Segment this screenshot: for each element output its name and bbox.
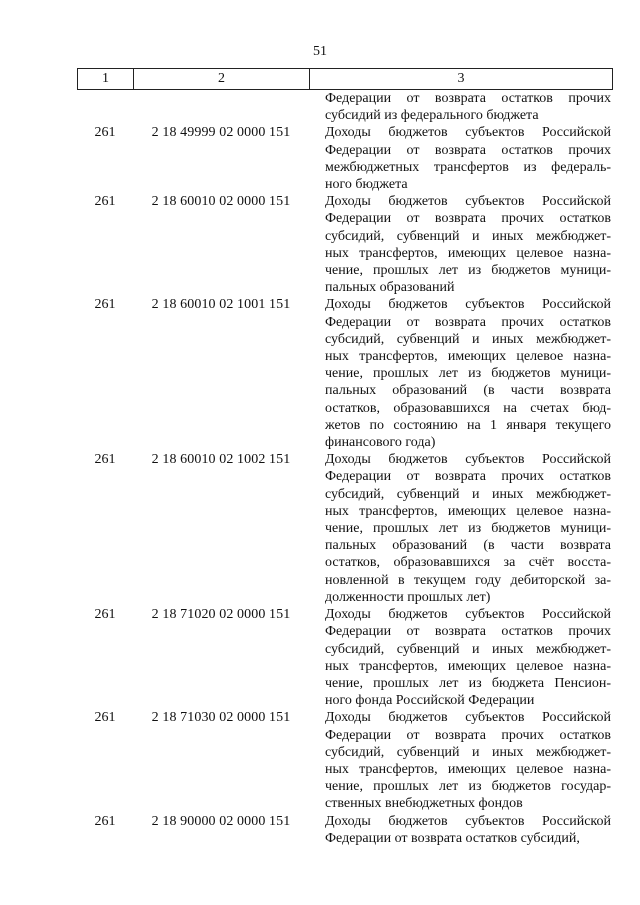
name-cell [325,451,611,606]
table-row [77,296,613,451]
name-line: субсидий, субвенций и иных межбюджет- [325,331,611,347]
name-line: Федерации от возврата прочих остатков [325,211,611,227]
kbk-cell: 2 18 71020 02 0000 151 [151,607,291,623]
kbk-cell: 2 18 49999 02 0000 151 [151,125,291,141]
header-col-1: 1 [77,69,133,89]
name-cell [325,193,611,296]
name-line: Федерации от возврата остатков прочих [325,142,611,158]
name-line: ных трансфертов, имеющих целевое назна- [325,349,611,365]
name-line: финансового года) [325,435,436,451]
name-line: Федерации от возврата прочих остатков [325,727,611,743]
name-line: новленной в текущем году дебиторской за- [325,572,611,588]
name-line: Доходы бюджетов субъектов Российской [325,452,611,468]
name-line: Федерации от возврата остатков прочих [325,624,611,640]
name-line: Доходы бюджетов субъектов Российской [325,813,611,829]
name-line: Доходы бюджетов субъектов Российской [325,710,611,726]
code-cell: 261 [94,452,116,468]
name-line: субсидий, субвенций и иных межбюджет- [325,641,611,657]
table-row [77,813,613,847]
header-col-3: 3 [309,69,613,89]
name-line: жетов по состоянию на 1 января текущего [325,417,611,433]
code-cell: 261 [94,297,116,313]
table-row-continuation [77,90,613,124]
table-row [77,709,613,812]
name-cell [325,709,611,812]
page-number: 51 [313,44,327,59]
name-line: Доходы бюджетов субъектов Российской [325,607,611,623]
name-cell [325,124,611,193]
name-line: чение, прошлых лет из бюджетов муници- [325,366,611,382]
table-row [77,451,613,606]
name-line: Доходы бюджетов субъектов Российской [325,194,611,210]
name-line: чение, прошлых лет из бюджетов государ- [325,779,611,795]
name-line: пальных образований [325,280,455,296]
name-line: Федерации от возврата прочих остатков [325,314,611,330]
table-body [77,90,613,847]
kbk-cell: 2 18 90000 02 0000 151 [151,813,291,829]
name-line: чение, прошлых лет из бюджета Пенсион- [325,675,611,691]
code-cell: 261 [94,813,116,829]
name-line: субсидий из федерального бюджета [325,108,539,124]
name-line: пальных образований (в части возврата [325,383,611,399]
code-cell: 261 [94,194,116,210]
name-line: остатков, образовавшихся за счёт восста- [325,555,611,571]
kbk-cell: 2 18 71030 02 0000 151 [151,710,291,726]
name-line: чение, прошлых лет из бюджетов муници- [325,521,611,537]
name-line: Федерации от возврата остатков прочих [325,91,611,106]
name-line: Доходы бюджетов субъектов Российской [325,297,611,313]
name-line: Федерации от возврата остатков субсидий, [325,830,580,846]
name-line: ных трансфертов, имеющих целевое назна- [325,658,611,674]
name-line: ных трансфертов, имеющих целевое назна- [325,503,611,519]
table-row [77,124,613,193]
name-cell [325,606,611,709]
name-line: чение, прошлых лет из бюджетов муници- [325,263,611,279]
name-line: ного бюджета [325,177,408,193]
name-line: Федерации от возврата прочих остатков [325,469,611,485]
name-line: долженности прошлых лет) [325,589,491,605]
name-line: субсидий, субвенций и иных межбюджет- [325,744,611,760]
kbk-cell: 2 18 60010 02 1001 151 [151,297,291,313]
code-cell: 261 [94,710,116,726]
name-line: остатков, образовавшихся на счетах бюд- [325,400,611,416]
name-line: пальных образований (в части возврата [325,538,611,554]
code-cell: 261 [94,125,116,141]
table-header [77,68,613,90]
code-cell: 261 [94,607,116,623]
name-cell [325,813,611,847]
table-row [77,193,613,296]
name-line: субсидий, субвенций и иных межбюджет- [325,486,611,502]
name-line: ных трансфертов, имеющих целевое назна- [325,245,611,261]
name-line: Доходы бюджетов субъектов Российской [325,125,611,141]
name-line: ного фонда Российской Федерации [325,693,535,709]
name-line: ных трансфертов, имеющих целевое назна- [325,761,611,777]
name-line: ственных внебюджетных фондов [325,796,523,812]
name-cell-continuation [325,90,611,124]
kbk-cell: 2 18 60010 02 1002 151 [151,452,291,468]
header-col-2: 2 [133,69,309,89]
name-line: межбюджетных трансфертов из федераль- [325,159,611,175]
name-cell [325,296,611,451]
name-line: субсидий, субвенций и иных межбюджет- [325,228,611,244]
table-row [77,606,613,709]
kbk-cell: 2 18 60010 02 0000 151 [151,194,291,210]
